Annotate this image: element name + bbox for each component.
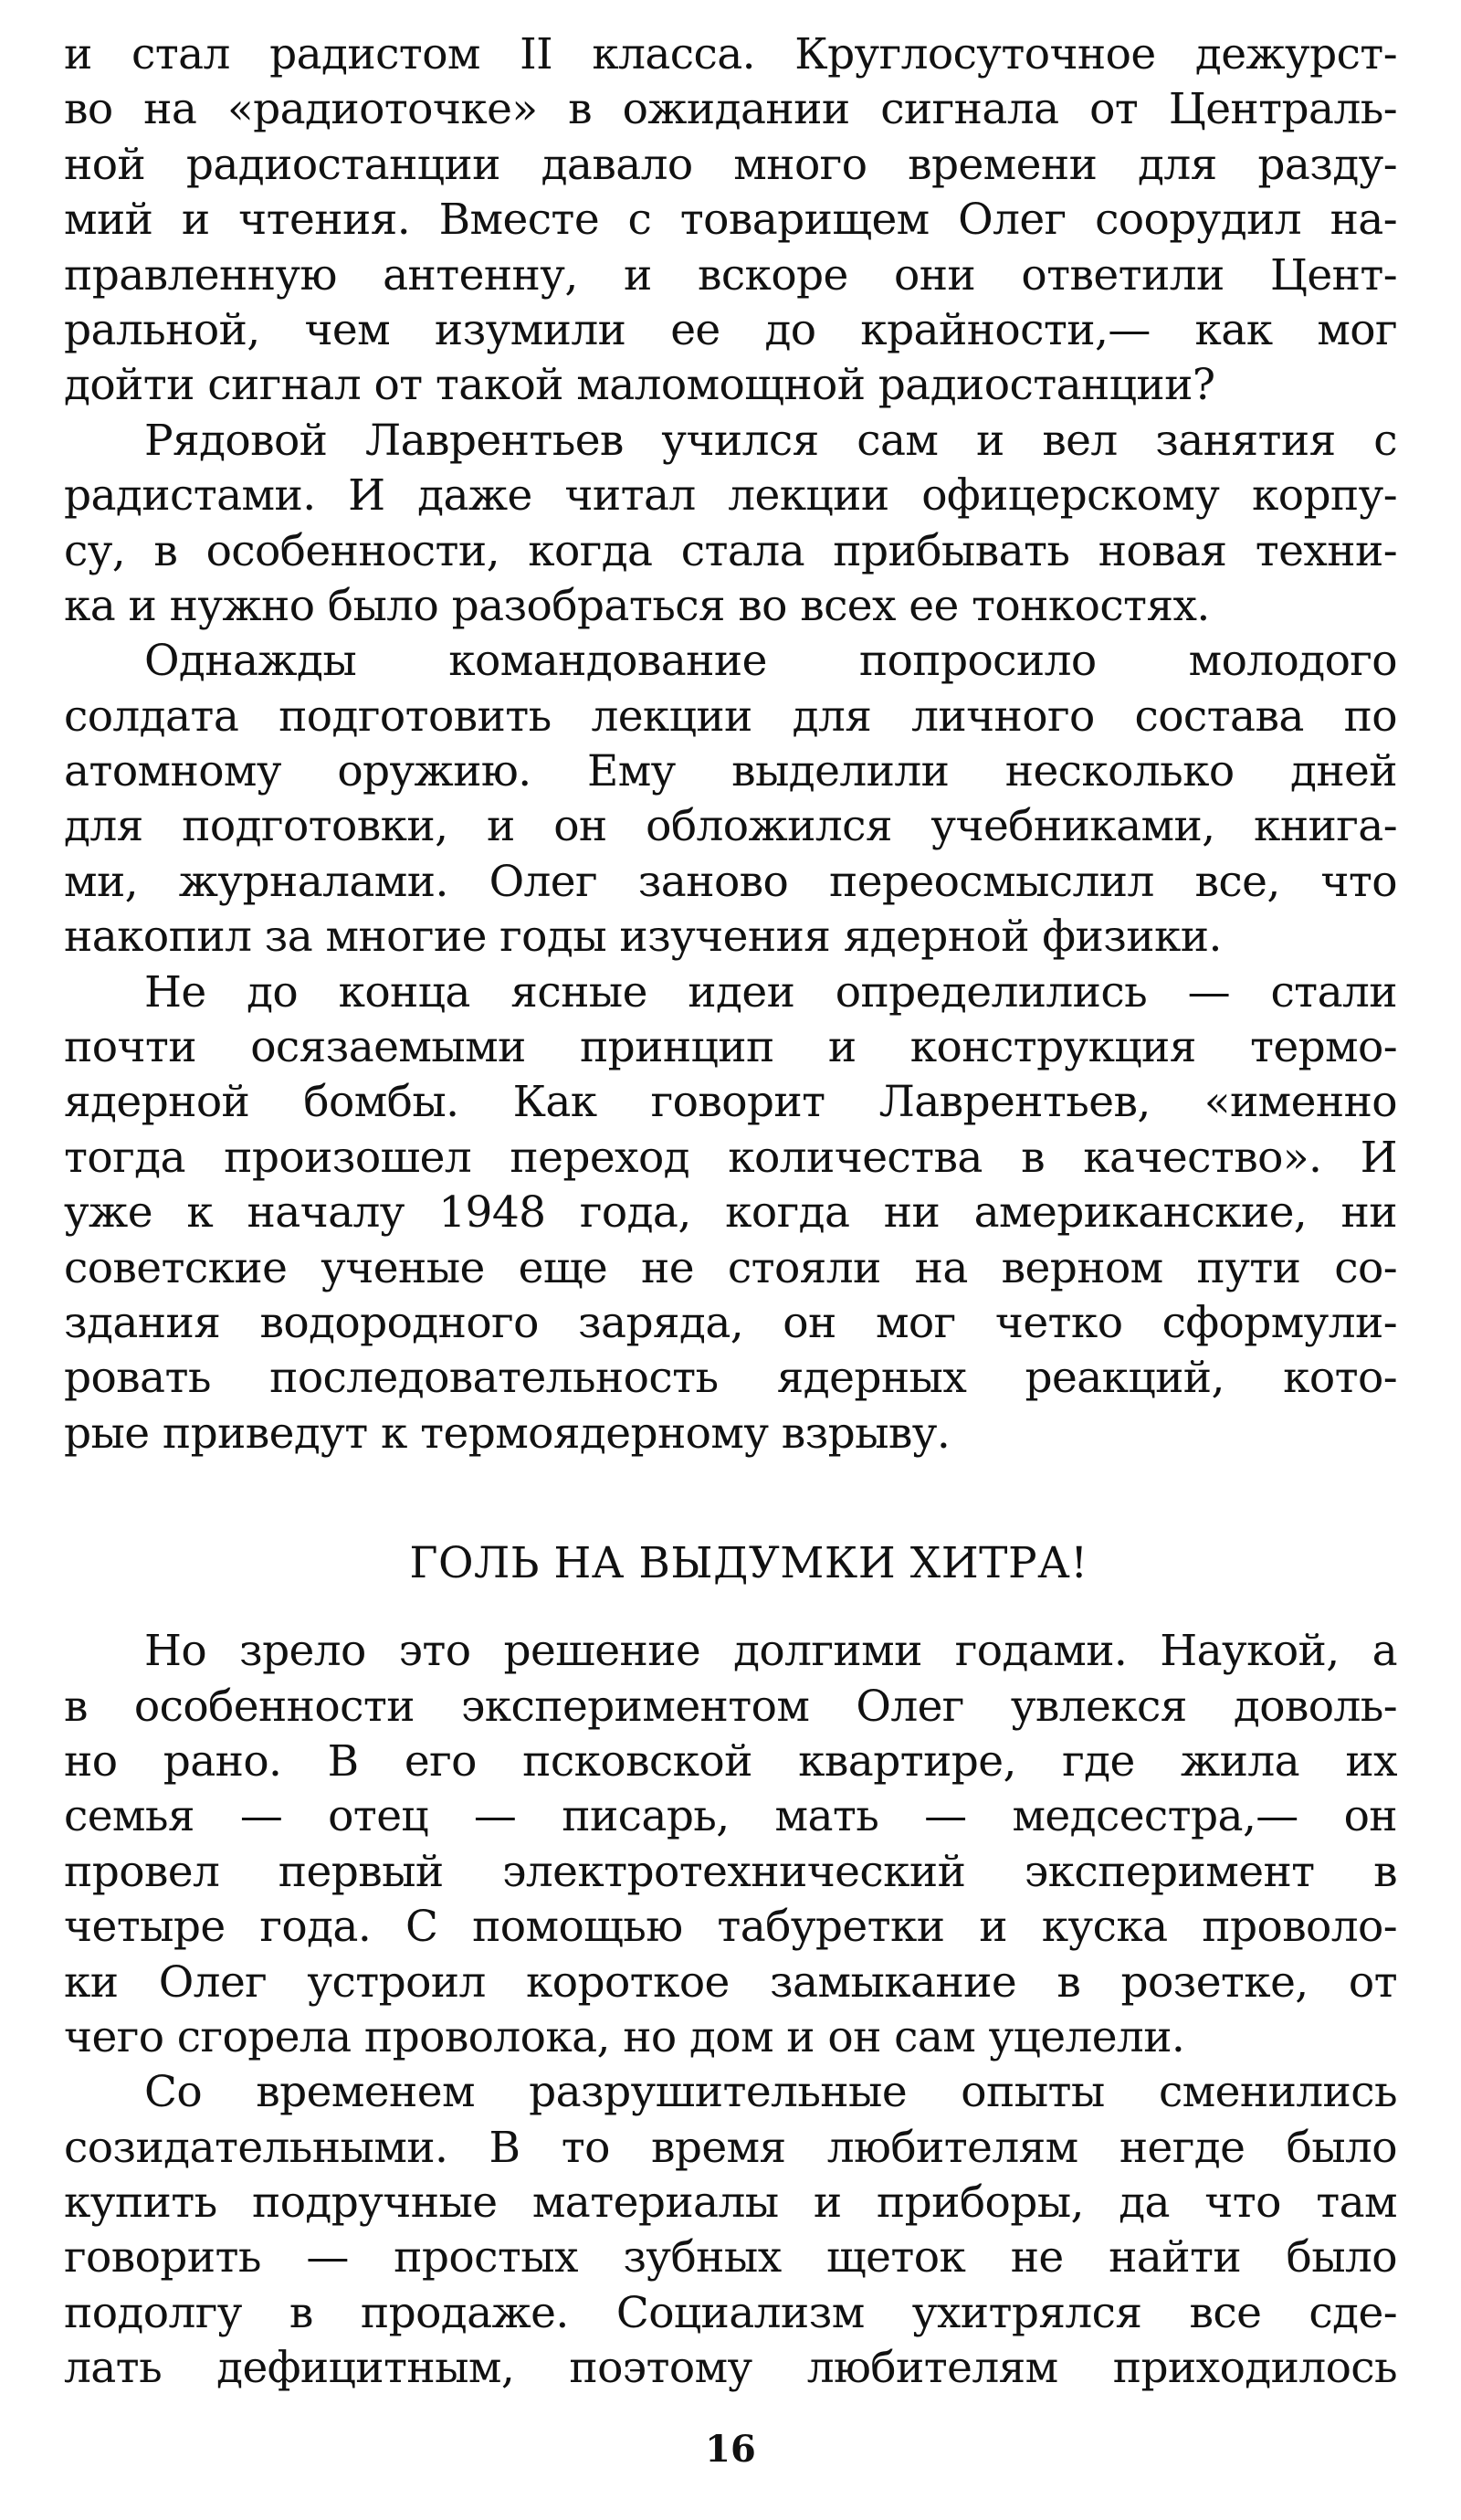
text-line: Со временем разрушительные опыты сменились bbox=[144, 2067, 1397, 2118]
text-line: Рядовой Лаврентьев учился сам и вел занятия с bbox=[144, 415, 1397, 466]
text-line: ной радиостанции давало много времени для разду- bbox=[64, 139, 1397, 190]
text-line: семья — отец — писарь, мать — медсестра,— он bbox=[64, 1791, 1397, 1842]
text-line: рые приведут к термоядерному взрыву. bbox=[64, 1408, 951, 1459]
text-line: в особенности экспериментом Олег увлекся доволь- bbox=[64, 1681, 1397, 1732]
text-line: ровать последовательность ядерных реакций, кото- bbox=[64, 1353, 1397, 1404]
text-line: тогда произошел переход количества в качество». И bbox=[64, 1132, 1397, 1183]
text-line: и стал радистом II класса. Круглосуточное дежурст- bbox=[64, 29, 1397, 79]
text-line: Но зрело это решение долгими годами. Наукой, а bbox=[144, 1626, 1397, 1677]
text-line: созидательными. В то время любителям негде было bbox=[64, 2122, 1397, 2173]
text-line: четыре года. С помощью табуретки и куска проволо- bbox=[64, 1902, 1397, 1953]
text-line: советские ученые еще не стояли на верном пути со- bbox=[64, 1242, 1397, 1293]
text-line: ка и нужно было разобраться во всех ее тонкостях. bbox=[64, 580, 1210, 631]
text-line: почти осязаемыми принцип и конструкция термо- bbox=[64, 1022, 1397, 1073]
text-line: говорить — простых зубных щеток не найти было bbox=[64, 2232, 1397, 2283]
paragraph bbox=[64, 634, 1397, 965]
text-line: ки Олег устроил короткое замыкание в розетке, от bbox=[64, 1956, 1397, 2008]
text-line: атомному оружию. Ему выделили несколько дней bbox=[64, 746, 1397, 797]
text-line: дойти сигнал от такой маломощной радиостанции? bbox=[64, 360, 1215, 411]
paragraph bbox=[64, 965, 1397, 1462]
text-line: солдата подготовить лекции для личного состава по bbox=[64, 691, 1397, 742]
text-line: купить подручные материалы и приборы, да что там bbox=[64, 2177, 1397, 2229]
text-section-1 bbox=[64, 27, 1397, 1461]
text-line: но рано. В его псковской квартире, где жила их bbox=[64, 1735, 1397, 1787]
book-page bbox=[64, 27, 1397, 2397]
text-line: ми, журналами. Олег заново переосмыслил все, что bbox=[64, 856, 1397, 907]
text-line: провел первый электротехнический эксперимент в bbox=[64, 1846, 1397, 1897]
text-line: подолгу в продаже. Социализм ухитрялся все сде- bbox=[64, 2287, 1397, 2338]
text-line: Однажды командование попросило молодого bbox=[144, 636, 1397, 687]
text-line: мий и чтения. Вместе с товарищем Олег соорудил на- bbox=[64, 195, 1397, 246]
text-line: здания водородного заряда, он мог четко сформули- bbox=[64, 1297, 1397, 1348]
text-line: ральной, чем изумили ее до крайности,— как мог bbox=[64, 304, 1397, 355]
text-line: лать дефицитным, поэтому любителям приходилось bbox=[64, 2343, 1397, 2394]
page-number: 16 bbox=[705, 2428, 756, 2471]
text-line: во на «радиоточке» в ожидании сигнала от Централь- bbox=[64, 84, 1397, 135]
section-heading: ГОЛЬ НА ВЫДУМКИ ХИТРА! bbox=[409, 1538, 1088, 1589]
text-line: чего сгорела проволока, но дом и он сам уцелели. bbox=[64, 2011, 1185, 2062]
paragraph bbox=[64, 1624, 1397, 2065]
paragraph bbox=[64, 414, 1397, 635]
paragraph bbox=[64, 27, 1397, 414]
text-line: су, в особенности, когда стала прибывать новая техни- bbox=[64, 525, 1397, 576]
text-line: правленную антенну, и вскоре они ответили Цент- bbox=[64, 249, 1397, 301]
text-line: радистами. И даже читал лекции офицерскому корпу- bbox=[64, 470, 1397, 522]
paragraph bbox=[64, 2065, 1397, 2396]
text-line: ядерной бомбы. Как говорит Лаврентьев, «именно bbox=[64, 1077, 1397, 1128]
text-line: для подготовки, и он обложился учебниками, книга- bbox=[64, 801, 1397, 852]
text-section-2 bbox=[64, 1624, 1397, 2396]
text-line: уже к началу 1948 года, когда ни американские, ни bbox=[64, 1187, 1397, 1239]
text-line: накопил за многие годы изучения ядерной физики. bbox=[64, 912, 1222, 963]
text-line: Не до конца ясные идеи определились — стали bbox=[144, 966, 1397, 1017]
